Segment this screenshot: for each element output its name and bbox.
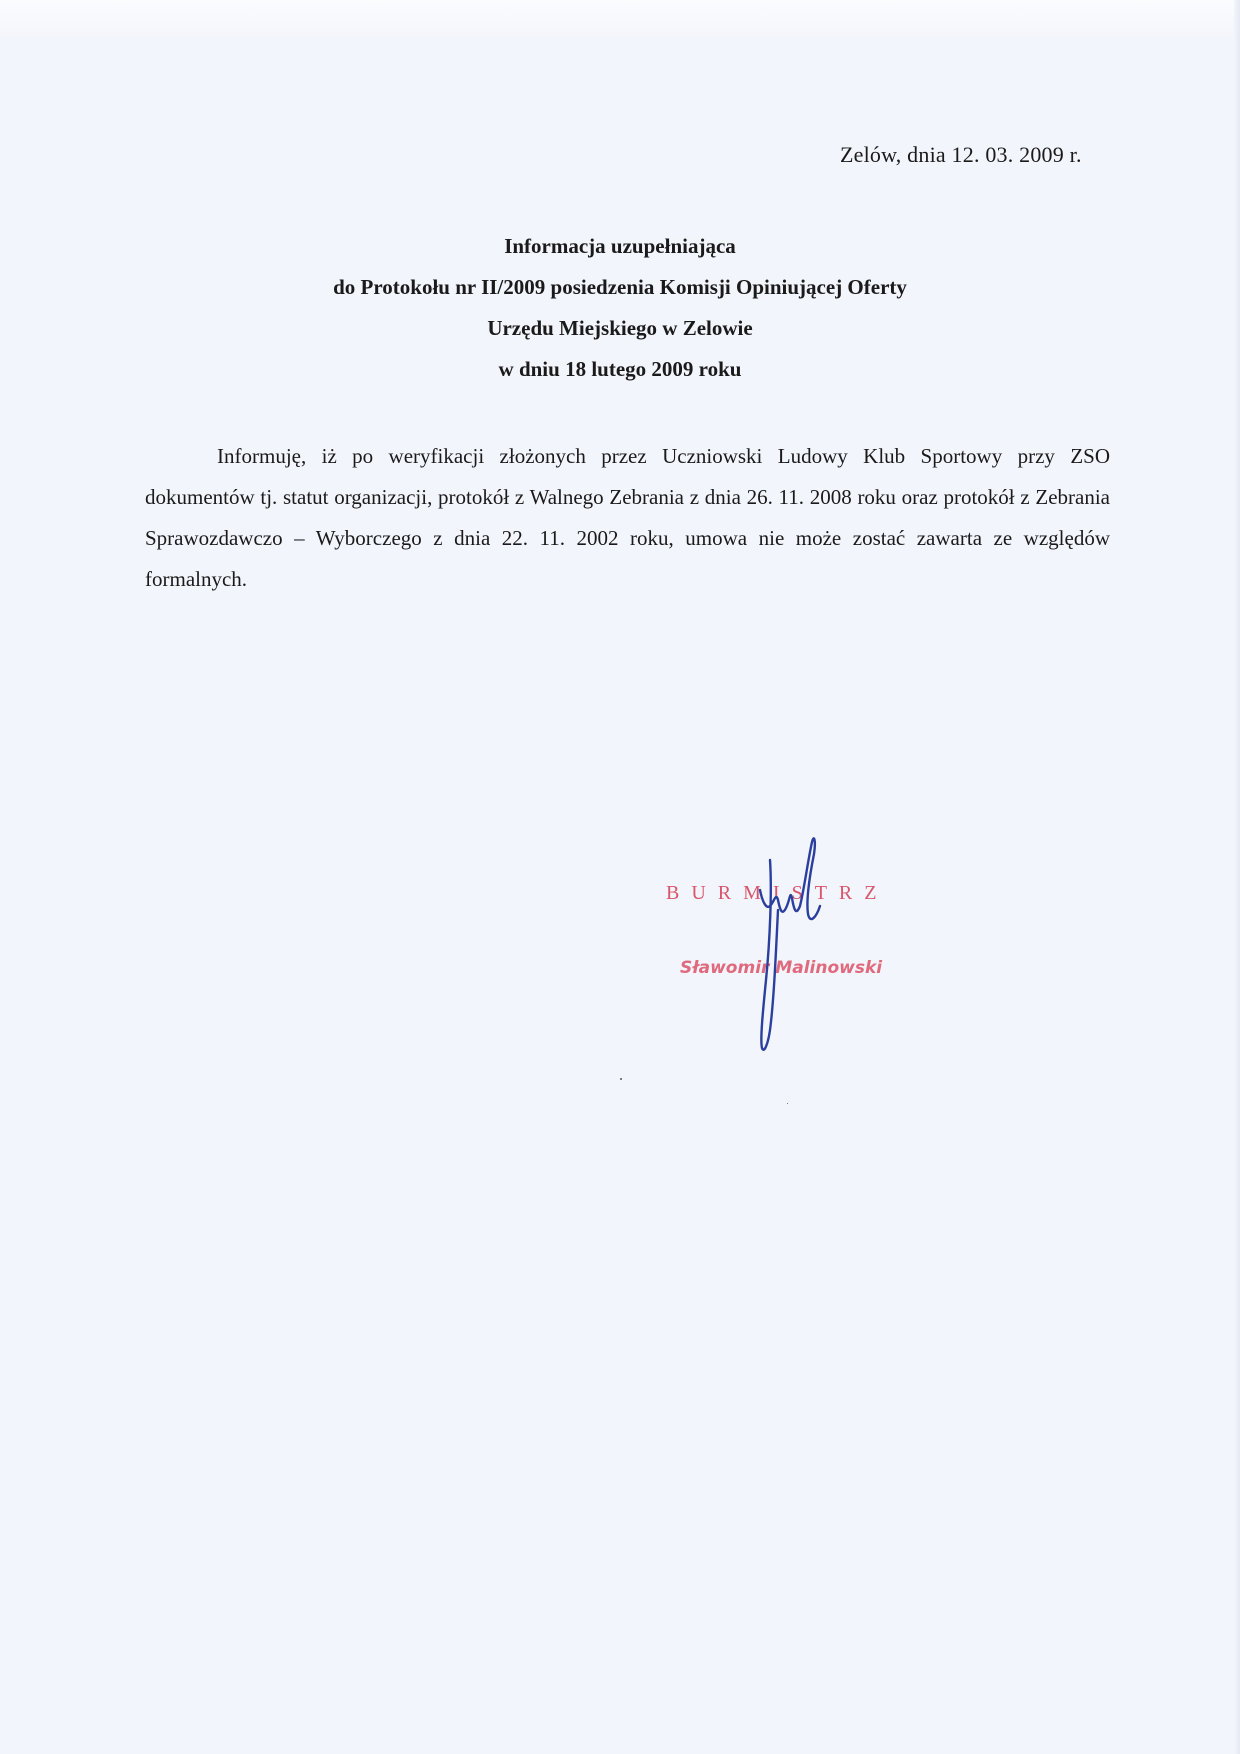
scan-shading-top: [0, 0, 1240, 40]
scan-speck: [787, 1103, 788, 1104]
stamp-name: Sławomir Malinowski: [680, 958, 883, 978]
heading-line-1: Informacja uzupełniająca: [504, 234, 736, 258]
body-paragraph: Informuję, iż po weryfikacji złożonych przez Uczniowski Ludowy Klub Sportowy przy ZSO dokumentów tj. statut organizacji, protokół z Walnego Zebrania z dnia 26. 11. 2008 roku oraz protokół z Zebrania Sprawozdawczo – Wyborczego z dnia 22. 11. 2002 roku, umowa nie może zostać zawarta ze względów formalnych.: [145, 444, 1110, 591]
document-heading: [140, 226, 1100, 390]
scan-shading-right: [1234, 0, 1240, 1754]
signature-block: [640, 830, 980, 1060]
heading-line-3: Urzędu Miejskiego w Zelowie: [487, 316, 753, 340]
stamp-title: BURMISTRZ: [666, 882, 889, 904]
date-line: Zelów, dnia 12. 03. 2009 r.: [840, 142, 1082, 167]
handwritten-signature: [700, 830, 860, 1060]
scan-speck: [620, 1078, 622, 1080]
heading-line-2: do Protokołu nr II/2009 posiedzenia Komisji Opiniującej Oferty: [333, 275, 907, 299]
heading-line-4: w dniu 18 lutego 2009 roku: [498, 357, 742, 381]
